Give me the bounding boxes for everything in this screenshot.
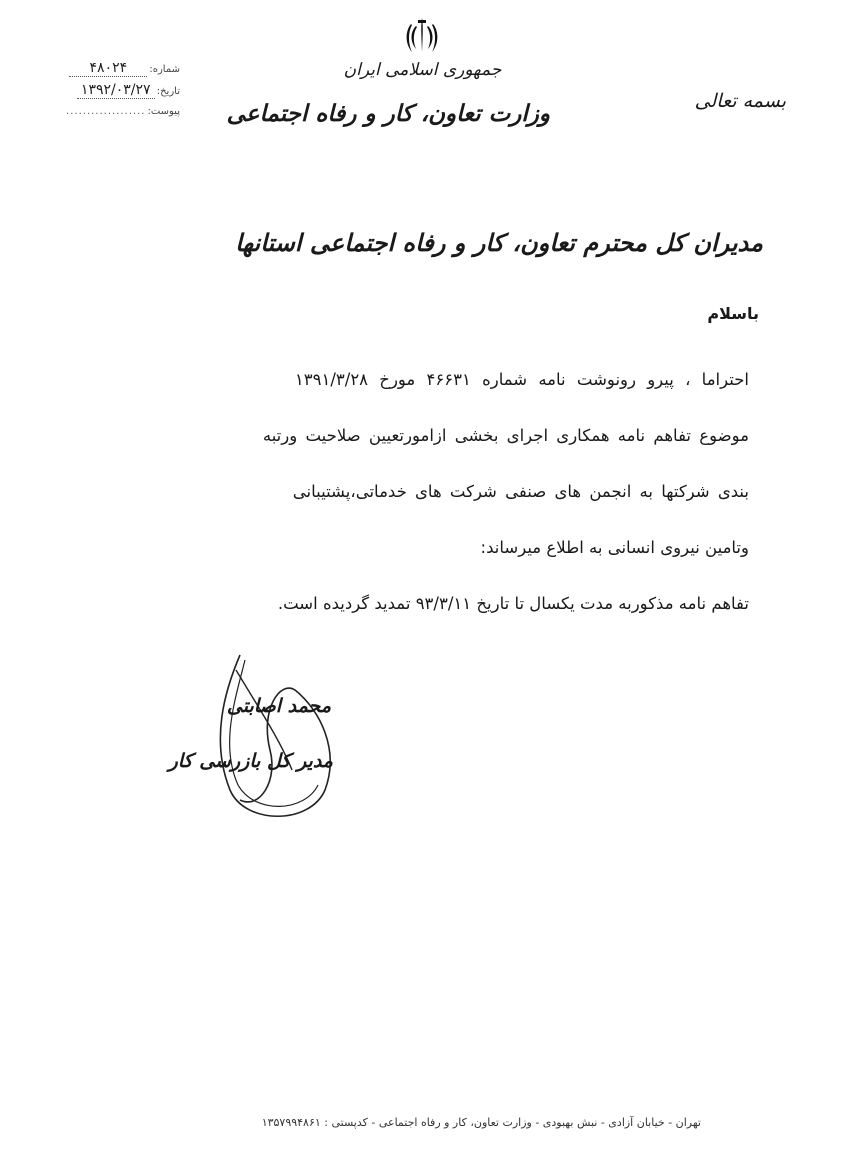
attachment-row xyxy=(66,106,180,117)
number-label: شماره: xyxy=(149,64,180,75)
body-line: احتراما ، پیرو رونوشت نامه شماره ۴۶۶۳۱ مورخ ۱۳۹۱/۳/۲۸ xyxy=(294,370,749,389)
attachment-label: پیوست: xyxy=(147,106,180,117)
body-line: موضوع تفاهم نامه همکاری اجرای بخشی ازامورتعیین صلاحیت ورتبه xyxy=(262,426,749,445)
republic-title: جمهوری اسلامی ایران xyxy=(343,60,502,80)
signature-scribble xyxy=(200,650,360,825)
greeting: باسلام xyxy=(707,304,759,323)
recipient-heading: مدیران کل محترم تعاون، کار و رفاه اجتماعی استانها xyxy=(235,228,763,257)
letter-meta xyxy=(50,60,180,124)
body-line: تفاهم نامه مذکوربه مدت یکسال تا تاریخ ۹۳/۳/۱۱ تمدید گردیده است. xyxy=(277,594,749,613)
body-line: بندی شرکتها به انجمن های صنفی شرکت های خدماتی،پشتیبانی xyxy=(292,482,749,501)
body-line: وتامین نیروی انسانی به اطلاع میرساند: xyxy=(480,538,749,557)
date-label: تاریخ: xyxy=(156,86,180,97)
date-row xyxy=(77,82,180,99)
signer-title: مدیر کل بازرسی کار xyxy=(168,750,333,772)
ministry-title: وزارت تعاون، کار و رفاه اجتماعی xyxy=(226,100,550,127)
basmala: بسمه تعالی xyxy=(694,90,786,112)
attachment-value: ................... xyxy=(66,106,146,117)
footer-address: تهران - خیابان آزادی - نبش بهبودی - وزارت تعاون، کار و رفاه اجتماعی - کدپستی : ۱۳۵۷۹۹۴۸۶۱ xyxy=(261,1116,701,1129)
letter-date: ۱۳۹۲/۰۳/۲۷ xyxy=(77,82,155,99)
number-row xyxy=(69,60,180,77)
letter-number: ۴۸۰۲۴ xyxy=(69,60,147,77)
signer-name: محمد اصابتی xyxy=(226,695,331,717)
iran-emblem-icon xyxy=(404,16,440,56)
